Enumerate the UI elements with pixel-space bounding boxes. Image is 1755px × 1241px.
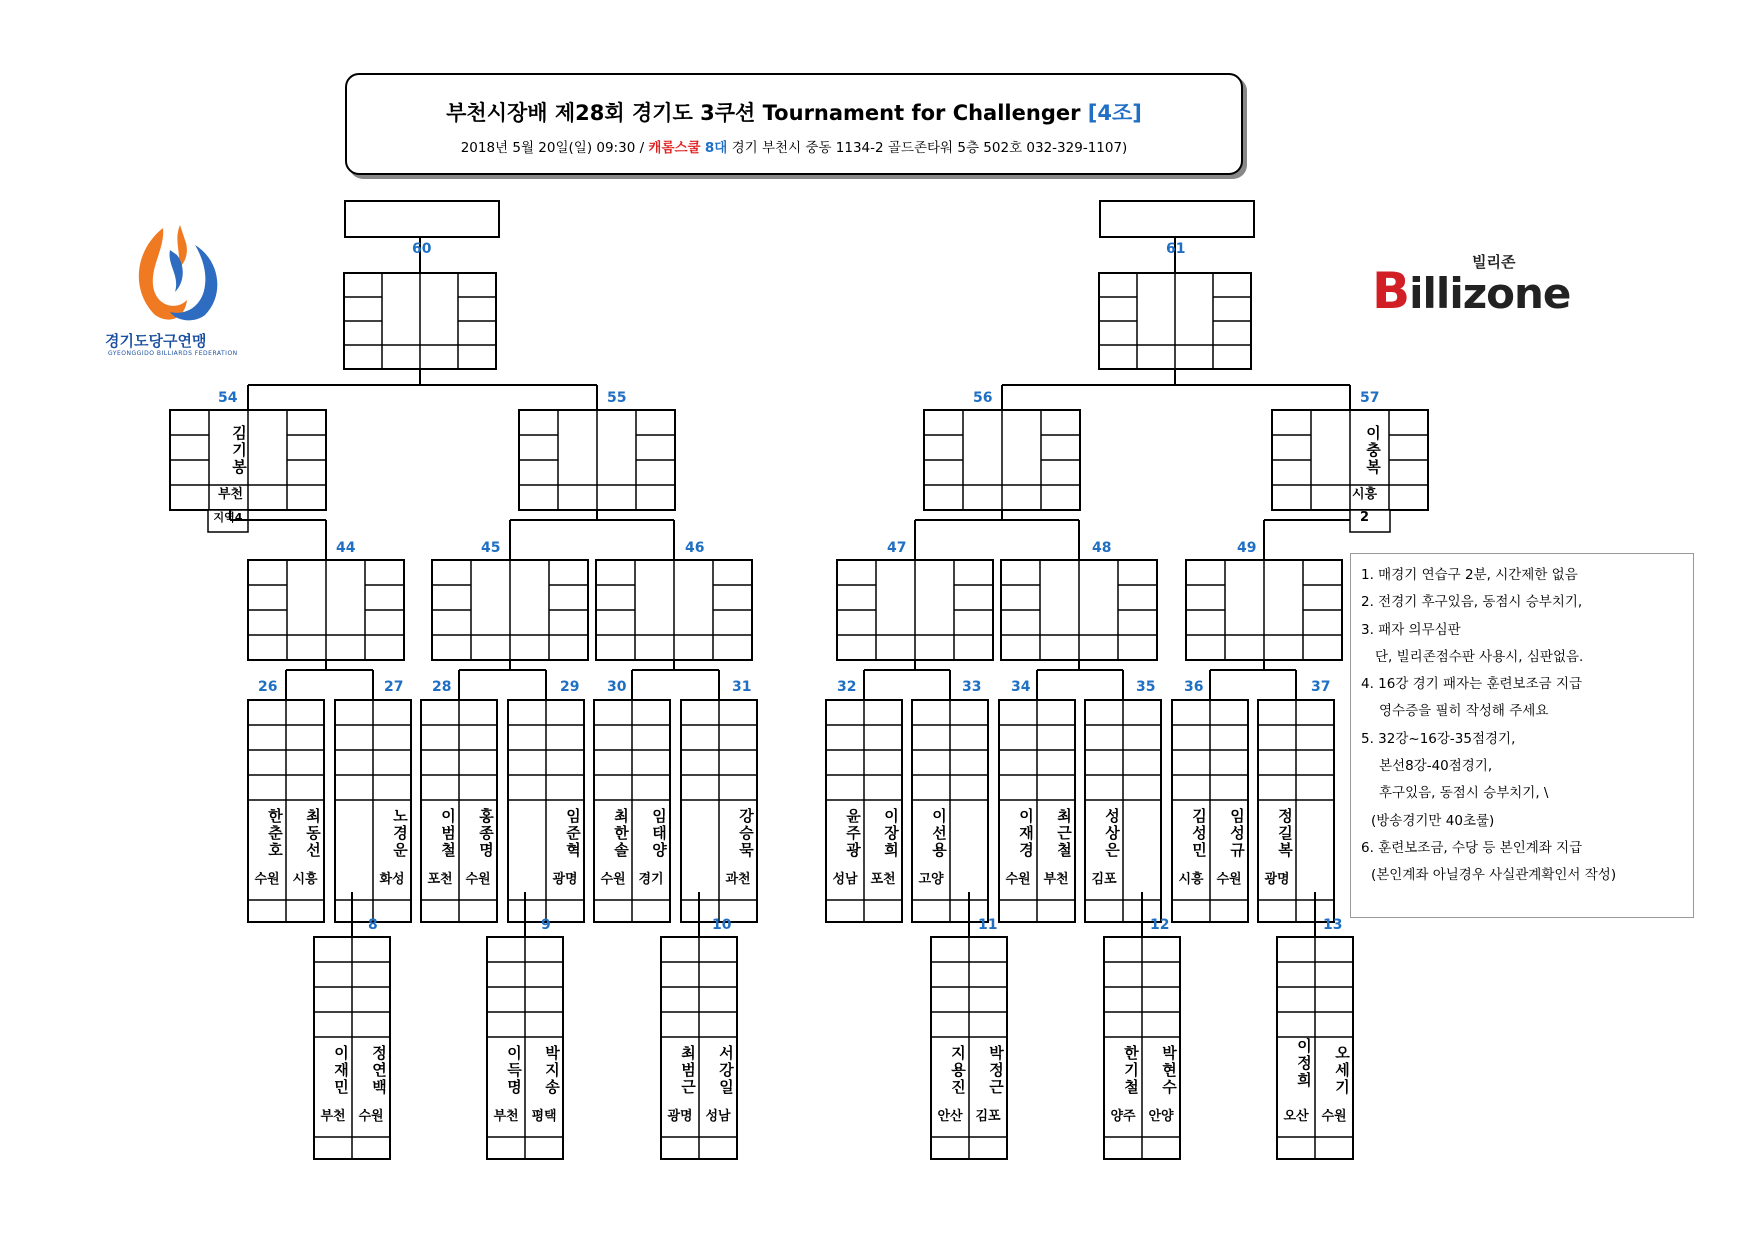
player-region: 부천 [493,1109,519,1124]
player-region: 양주 [1110,1109,1136,1124]
winner-box-right [1099,200,1255,238]
match-number: 35 [1136,679,1156,695]
title-group: [4조] [1087,101,1142,125]
rule-line: 5. 32강~16강-35점경기, [1361,730,1516,747]
player-name: 이충복 [1364,424,1382,476]
player-region: 성남 [832,872,858,887]
match-number: 46 [685,540,705,556]
match-number: 56 [973,390,993,406]
match-number: 33 [962,679,982,695]
player-region: 시흥 [1351,487,1378,502]
match-number: 11 [978,917,998,933]
match-number: 31 [732,679,752,695]
seed-note: 지역4 [213,511,243,524]
rule-line: 1. 매경기 연습구 2분, 시간제한 없음 [1361,567,1578,583]
player-region: 성남 [705,1109,731,1124]
federation-name: 경기도당구연맹 [105,332,207,350]
player-name: 김성민 [1190,808,1208,859]
match-number: 12 [1150,917,1170,933]
title-main: 부천시장배 제28회 경기도 3쿠션 Tournament for Challenger [446,101,1088,125]
player-region: 시흥 [1178,872,1204,887]
player-name: 오세기 [1333,1045,1351,1096]
event-address: 경기 부천시 중동 1134-2 골드존타워 5층 502호 032-329-1107) [731,140,1128,156]
player-name: 박지송 [543,1045,561,1096]
player-name: 정연백 [370,1045,388,1096]
match-number: 47 [887,540,907,556]
player-region: 수원 [465,872,491,887]
match-number: 29 [560,679,580,695]
rule-line: 후구있음, 동점시 승부치기, \ [1379,785,1549,802]
match-number: 8 [368,917,378,933]
player-region: 화성 [379,872,405,887]
match-number: 27 [384,679,404,695]
player-region: 수원 [358,1109,384,1124]
player-name: 이정희 [1295,1038,1313,1089]
rule-line: 영수증을 필히 작성해 주세요 [1379,703,1549,720]
billizone-korean: 빌리존 [1472,253,1516,271]
player-region: 과천 [725,872,751,887]
match-number: 13 [1323,917,1343,933]
player-name: 정길복 [1276,808,1294,859]
match-number: 44 [336,540,356,556]
match-number: 10 [712,917,732,933]
player-region: 수원 [1321,1109,1347,1124]
match-number: 34 [1011,679,1031,695]
rule-line: 2. 전경기 후구있음, 동점시 승부치기, [1361,594,1583,611]
player-name: 박정근 [987,1045,1005,1096]
match-number: 55 [607,390,627,406]
player-region: 수원 [1005,872,1031,887]
player-name: 한춘호 [266,808,284,859]
rule-line: (방송경기만 40초룰) [1371,812,1495,829]
match-number: 45 [481,540,501,556]
player-region: 부천 [320,1109,346,1124]
player-region: 포천 [870,872,896,887]
player-region: 김포 [1091,872,1117,887]
rule-line: 6. 훈련보조금, 수당 등 본인계좌 지급 [1361,839,1583,856]
match-number: 9 [541,917,551,933]
player-region: 평택 [531,1109,557,1124]
match-number: 57 [1360,390,1380,406]
player-name: 지용진 [949,1045,967,1096]
event-venue: 캐롬스쿨 [648,140,701,156]
player-name: 홍종명 [477,808,495,859]
rule-line: 단, 빌리존점수판 사용시, 심판없음. [1375,648,1584,665]
match-number: 48 [1092,540,1112,556]
event-date: 2018년 5월 20일(일) 09:30 / [460,140,649,156]
billizone-b: B [1372,262,1410,320]
player-name: 이재민 [332,1045,350,1096]
match-number: 60 [412,241,432,257]
player-name: 임준혁 [564,808,582,859]
rule-line: 본선8강-40점경기, [1379,758,1493,775]
match-number: 32 [837,679,857,695]
player-name: 임태양 [650,808,668,859]
player-name: 박현수 [1160,1045,1178,1096]
player-name: 이선용 [930,808,948,859]
player-name: 임성규 [1228,808,1246,859]
match-number: 28 [432,679,452,695]
player-region: 김포 [975,1109,1001,1124]
player-name: 이재경 [1017,808,1035,859]
player-region: 광명 [552,872,578,887]
billizone-rest: illizone [1409,269,1571,318]
player-name: 최범근 [679,1045,697,1096]
player-region: 수원 [1216,872,1242,887]
player-region: 경기 [638,872,664,887]
rule-line: 3. 패자 의무심판 [1361,621,1461,638]
match-number: 30 [607,679,627,695]
player-region: 광명 [667,1109,693,1124]
rule-line: (본인계좌 아닐경우 사실관계확인서 작성) [1371,867,1617,884]
player-name: 최한솔 [612,808,630,859]
player-region: 수원 [600,872,626,887]
event-tables: 8대 [704,140,728,156]
player-name: 윤주광 [844,808,862,859]
player-region: 시흥 [292,872,318,887]
player-region: 고양 [918,872,944,887]
player-name: 최동선 [304,808,322,859]
player-region: 부천 [217,487,244,502]
player-region: 수원 [254,872,280,887]
match-number: 26 [258,679,278,695]
player-name: 최근철 [1055,808,1073,859]
player-name: 이득명 [505,1045,523,1096]
player-region: 안산 [937,1109,963,1124]
player-name: 이범철 [439,808,457,859]
player-name: 김기봉 [230,424,248,476]
seed-note: 2 [1359,510,1370,525]
player-name: 이장희 [882,808,900,859]
player-region: 포천 [427,872,453,887]
player-region: 광명 [1264,872,1290,887]
rule-line: 4. 16강 경기 패자는 훈련보조금 지급 [1361,676,1583,693]
match-number: 54 [218,390,238,406]
match-number: 49 [1237,540,1257,556]
federation-name-en: GYEONGGIDO BILLIARDS FEDERATION [108,350,238,357]
player-name: 노경운 [391,808,409,859]
player-name: 성상은 [1103,808,1121,859]
match-number: 37 [1311,679,1331,695]
player-name: 강승묵 [737,808,755,859]
match-number: 61 [1166,241,1186,257]
player-region: 안양 [1148,1109,1174,1124]
player-region: 오산 [1283,1109,1309,1124]
player-region: 부천 [1043,872,1069,887]
winner-box-left [344,200,500,238]
player-name: 서강일 [717,1045,735,1096]
match-number: 36 [1184,679,1204,695]
player-name: 한기철 [1122,1045,1140,1096]
